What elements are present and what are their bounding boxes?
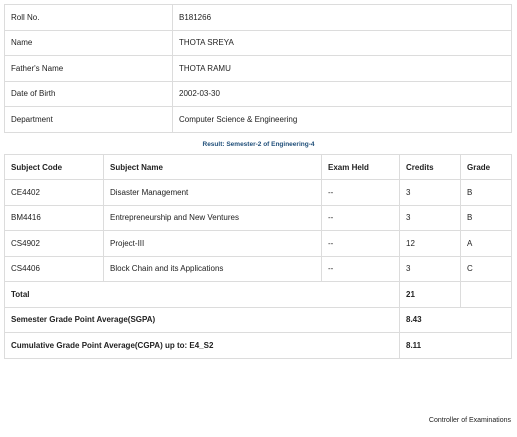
grade: A [461,231,512,257]
dept-row [5,107,512,133]
controller-signature-label: Controller of Examinations [428,417,511,424]
total-label: Total [5,282,400,308]
cgpa-label: Cumulative Grade Point Average(CGPA) up to: E4_S2 [5,333,400,359]
subject-code: CE4402 [5,180,104,206]
table-row [5,205,512,231]
grade: C [461,256,512,282]
sgpa-label: Semester Grade Point Average(SGPA) [5,307,400,333]
father-label: Father's Name [5,56,173,82]
header-credits: Credits [400,155,461,180]
header-subject-name: Subject Name [104,155,322,180]
name-label: Name [5,30,173,56]
exam-held: -- [322,180,400,206]
table-row [5,231,512,257]
student-info-table [4,4,512,133]
subject-code: CS4902 [5,231,104,257]
grade: B [461,180,512,206]
subject-name: Disaster Management [104,180,322,206]
exam-held: -- [322,231,400,257]
name-row [5,30,512,56]
subject-code: CS4406 [5,256,104,282]
total-grade-empty [461,282,512,308]
cgpa-row [5,333,512,359]
exam-held: -- [322,256,400,282]
dept-label: Department [5,107,173,133]
credits: 3 [400,205,461,231]
subject-name: Project-III [104,231,322,257]
credits: 12 [400,231,461,257]
total-row [5,282,512,308]
cgpa-value: 8.11 [400,333,512,359]
dept-value: Computer Science & Engineering [173,107,512,133]
grade: B [461,205,512,231]
credits: 3 [400,256,461,282]
roll-value: B181266 [173,5,512,31]
header-exam-held: Exam Held [322,155,400,180]
header-subject-code: Subject Code [5,155,104,180]
subject-name: Entrepreneurship and New Ventures [104,205,322,231]
result-title: Result: Semester-2 of Engineering-4 [202,141,315,148]
sgpa-value: 8.43 [400,307,512,333]
exam-held: -- [322,205,400,231]
roll-row [5,5,512,31]
marks-header-row [5,155,512,180]
roll-label: Roll No. [5,5,173,31]
header-grade: Grade [461,155,512,180]
credits: 3 [400,180,461,206]
father-value: THOTA RAMU [173,56,512,82]
dob-row [5,81,512,107]
name-value: THOTA SREYA [173,30,512,56]
father-row [5,56,512,82]
sgpa-row [5,307,512,333]
total-credits: 21 [400,282,461,308]
subject-name: Block Chain and its Applications [104,256,322,282]
subject-code: BM4416 [5,205,104,231]
table-row [5,256,512,282]
table-row [5,180,512,206]
marks-table [4,154,512,359]
dob-value: 2002-03-30 [173,81,512,107]
dob-label: Date of Birth [5,81,173,107]
